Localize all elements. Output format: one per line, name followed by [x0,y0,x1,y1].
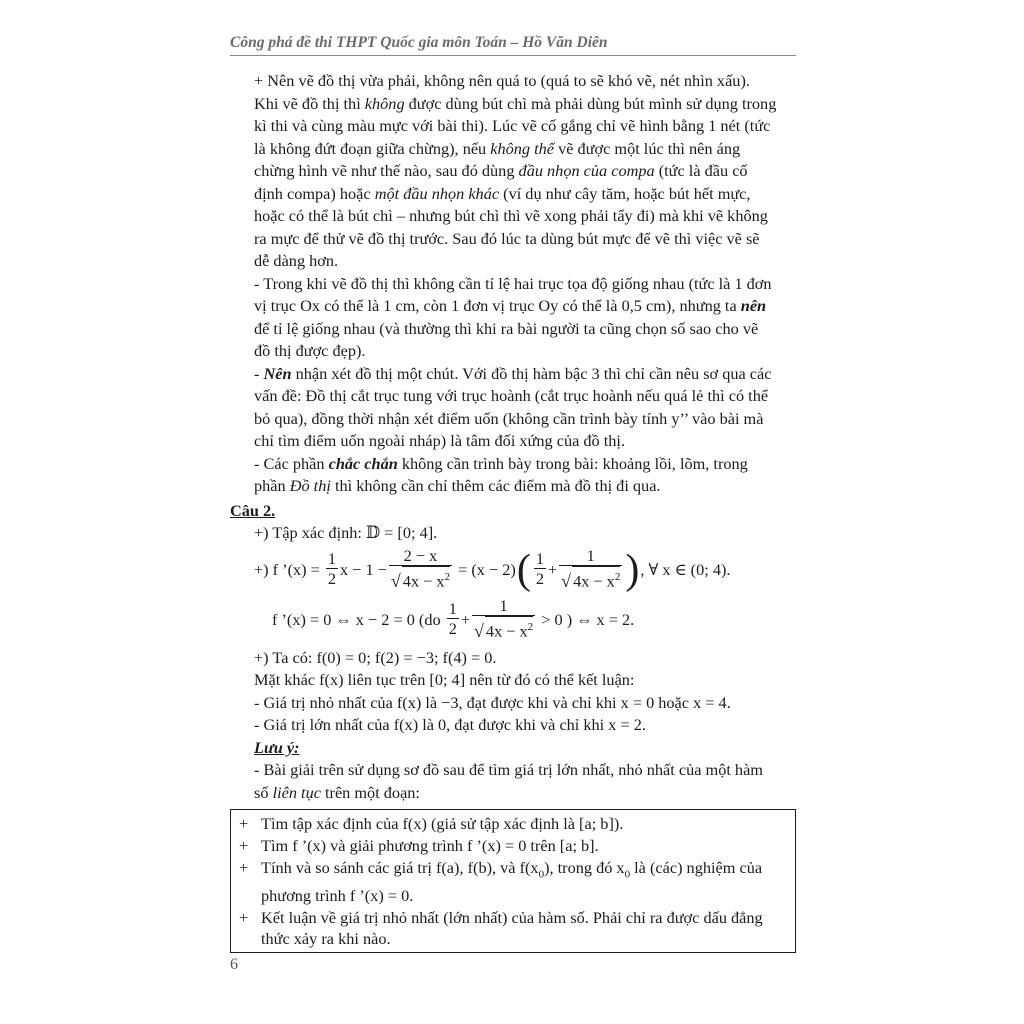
text: Khi vẽ đồ thị thì [254,93,365,113]
radicand [572,566,620,591]
text: - [254,363,264,383]
text: được dùng bút chì mà phải dùng bút mình sử dụng trong [404,93,777,113]
text: không cần trình bày trong bài: khoảng lồi, lõm, trong [397,453,748,473]
emphasis: chắc chắn [328,453,398,473]
radicand [485,616,533,641]
text: số [254,782,273,802]
text-line [230,430,796,452]
derivative-zero-line [230,595,796,645]
text: 4x − x [485,621,528,641]
exponent: 2 [444,571,451,584]
text: nhận xét đồ thị một chút. Với đồ thị hàm bậc 3 thì chỉ cần nêu sơ qua các [291,363,772,383]
derivative-formula [230,545,796,595]
text-line [230,273,796,295]
text-line [230,228,796,250]
subscript: 0 [538,868,545,881]
text: f ’(x) = 0 ⇔ x − 2 = 0 (do [272,609,441,629]
text: Tìm tập xác định của f(x) (giả sử tập xác định là [a; b]). [261,814,624,833]
denominator: 2 [535,569,544,588]
text: chừng hình vẽ như thế nào, sau đó dùng [254,161,519,180]
text: vẽ được một lúc thì nên áng [554,138,741,158]
text: ), trong đó x [544,858,625,877]
text: (tức là đầu cố [654,161,748,180]
text-line [230,408,796,430]
paragraph-drawing-advice [230,70,796,272]
text [261,857,787,906]
denominator [472,615,535,641]
radicand [402,566,450,591]
list-item [239,813,787,834]
text: - Các phần [254,453,329,473]
page-header: Công phá đề thi THPT Quốc gia môn Toán – Hồ Văn Diên [230,34,796,56]
text: 4x − x [402,571,445,591]
text [261,907,787,949]
text-line [230,295,796,317]
procedure-box [230,809,796,953]
text: thì không cần chỉ thêm các điểm mà đồ thị đi qua. [330,476,661,495]
text: vấn đề: Đồ thị cắt trục tung với trục hoành (cắt trục hoành nếu quá lẻ thì có thể [254,386,769,405]
text-line: Mặt khác f(x) liên tục trên [0; 4] nên từ đó có thể kết luận: [254,670,635,689]
text: thức xảy ra khi nào. [261,929,391,949]
text-line [230,453,796,475]
text-line [230,385,796,407]
numerator: 2 − x [403,546,438,566]
plus-sign: + [460,609,471,629]
fraction-half [326,550,338,589]
text-line [230,138,796,160]
emphasis: nên [740,296,767,315]
text-line [230,340,796,362]
text-line [230,205,796,227]
text: Kết luận về giá trị nhỏ nhất (lớn nhất) của hàm số. Phải chỉ ra được dấu đẳng [261,908,763,928]
sqrt-symbol: √ [474,620,484,641]
text-line [230,183,796,205]
fraction-half [447,600,459,639]
text-line: - Giá trị nhỏ nhất của f(x) là −3, đạt được khi và chỉ khi x = 0 hoặc x = 4. [254,692,731,712]
paren-open: ( [516,546,531,593]
text: chỉ tìm điểm uốn ngoài nháp) là tâm đối xứng của đồ thị. [254,431,626,450]
numerator: 1 [327,549,337,568]
emphasis: không thể [490,138,555,158]
text: Tìm f ’(x) và giải phương trình f ’(x) = 0 trên [a; b]. [261,836,599,855]
text-line [230,93,796,115]
text-line [230,115,796,137]
subscript: 0 [624,868,631,881]
page-number: 6 [230,956,238,973]
text: là không đứt đoạn giữa chừng), nếu [254,138,491,158]
text-line [230,70,796,92]
text: vị trục Ox có thể là 1 cm, còn 1 đơn vị trục Oy có thể là 0,5 cm), nhưng ta [254,296,741,315]
text: x − 1 − [340,559,387,579]
text: Lưu ý: [254,737,300,757]
exponent: 2 [527,621,534,634]
sqrt-symbol: √ [561,570,572,591]
text: > 0 ) ⇔ x = 2. [541,609,635,629]
paren-close: ) [625,546,640,593]
text: phương trình f ’(x) = 0. [261,886,414,906]
text: trên một đoạn: [320,782,420,802]
list-item [239,907,787,949]
text: + Nên vẽ đồ thị vừa phải, không nên quá to (quá to sẽ khó vẽ, nét nhìn xấu). [254,71,750,90]
note-heading [230,737,796,759]
text: là (các) nghiệm của [630,858,763,877]
emphasis: liên tục [272,782,321,802]
text-line [230,782,796,804]
text-line [230,475,796,497]
fraction-term [559,547,622,591]
text: 4x − x [573,571,615,591]
page-content [230,70,796,953]
numerator: 1 [586,546,595,566]
exponent: 2 [614,571,621,584]
text: (ví dụ như cây tăm, hoặc bút hết mực, [499,183,751,203]
text: , ∀ x ∈ (0; 4). [640,559,731,579]
plus-bullet: + [239,858,249,877]
text-line [230,363,796,385]
text: để tỉ lệ giống nhau (và thường thì khi ra bài người ta cũng chọn số sao cho vẽ [254,318,759,338]
plus-bullet: + [239,836,249,855]
numerator: 1 [448,599,457,618]
denominator [389,565,452,591]
text: bỏ qua), đồng thời nhận xét điểm uốn (không cần trình bày tính y’’ vào bài mà [254,408,764,428]
text: hoặc có thể là bút chì – nhưng bút chì thì vẽ xong phải tẩy đi) mà khi vẽ không [254,206,768,225]
plus-bullet: + [239,908,249,928]
numerator: 1 [499,596,508,616]
denominator: 2 [327,569,337,588]
emphasis: một đầu nhọn khác [374,183,500,203]
list-item [239,835,787,856]
fraction-term [389,547,452,591]
equals-sign: = [458,559,468,579]
text: kì thi và cùng màu mực với bài thi). Lúc vẽ cố gắng chỉ vẽ hình bằng 1 nét (tức [254,116,771,135]
text: Tính và so sánh các giá trị f(a), f(b), và f(x [261,858,539,877]
text-line [230,160,796,182]
text: phần [254,476,290,495]
numerator: 1 [535,549,544,568]
paragraph-axis-scale [230,273,796,362]
text: đồ thị được đẹp). [254,341,366,360]
text: dễ dàng hơn. [254,251,339,270]
emphasis: không [364,93,405,113]
emphasis: Nên [263,363,292,383]
paragraph-omitted-parts [230,453,796,497]
fraction-term [472,597,535,641]
text-line: - Giá trị lớn nhất của f(x) là 0, đạt được khi và chỉ khi x = 2. [254,715,646,734]
paragraph-graph-remarks [230,363,796,452]
text-line: +) Ta có: f(0) = 0; f(2) = −3; f(4) = 0. [254,647,497,667]
domain-line: +) Tập xác định: 𝔻 = [0; 4]. [254,523,438,542]
denominator: 2 [448,619,457,638]
question-heading: Câu 2. [230,500,276,520]
text-line [230,250,796,272]
text-line: - Bài giải trên sử dụng sơ đồ sau để tìm giá trị lớn nhất, nhỏ nhất của một hàm [254,760,763,779]
text: (x − 2) [471,559,516,579]
fraction-half [534,550,546,589]
text: ra mực để thử vẽ đồ thị trước. Sau đó lúc ta dùng bút mực để vẽ thì việc vẽ sẽ [254,228,760,248]
sqrt-symbol: √ [390,570,401,591]
plus-sign: + [547,559,558,579]
list-item [239,857,787,906]
plus-bullet: + [239,814,249,833]
text-line [230,318,796,340]
text: +) f ’(x) = [254,559,320,579]
emphasis: Đồ thị [289,476,331,495]
denominator [559,565,622,591]
text: định compa) hoặc [254,183,375,203]
emphasis: đầu nhọn của compa [518,161,655,180]
text: - Trong khi vẽ đồ thị thì không cần tỉ lệ hai trục tọa độ giống nhau (tức là 1 đơn [254,273,772,293]
